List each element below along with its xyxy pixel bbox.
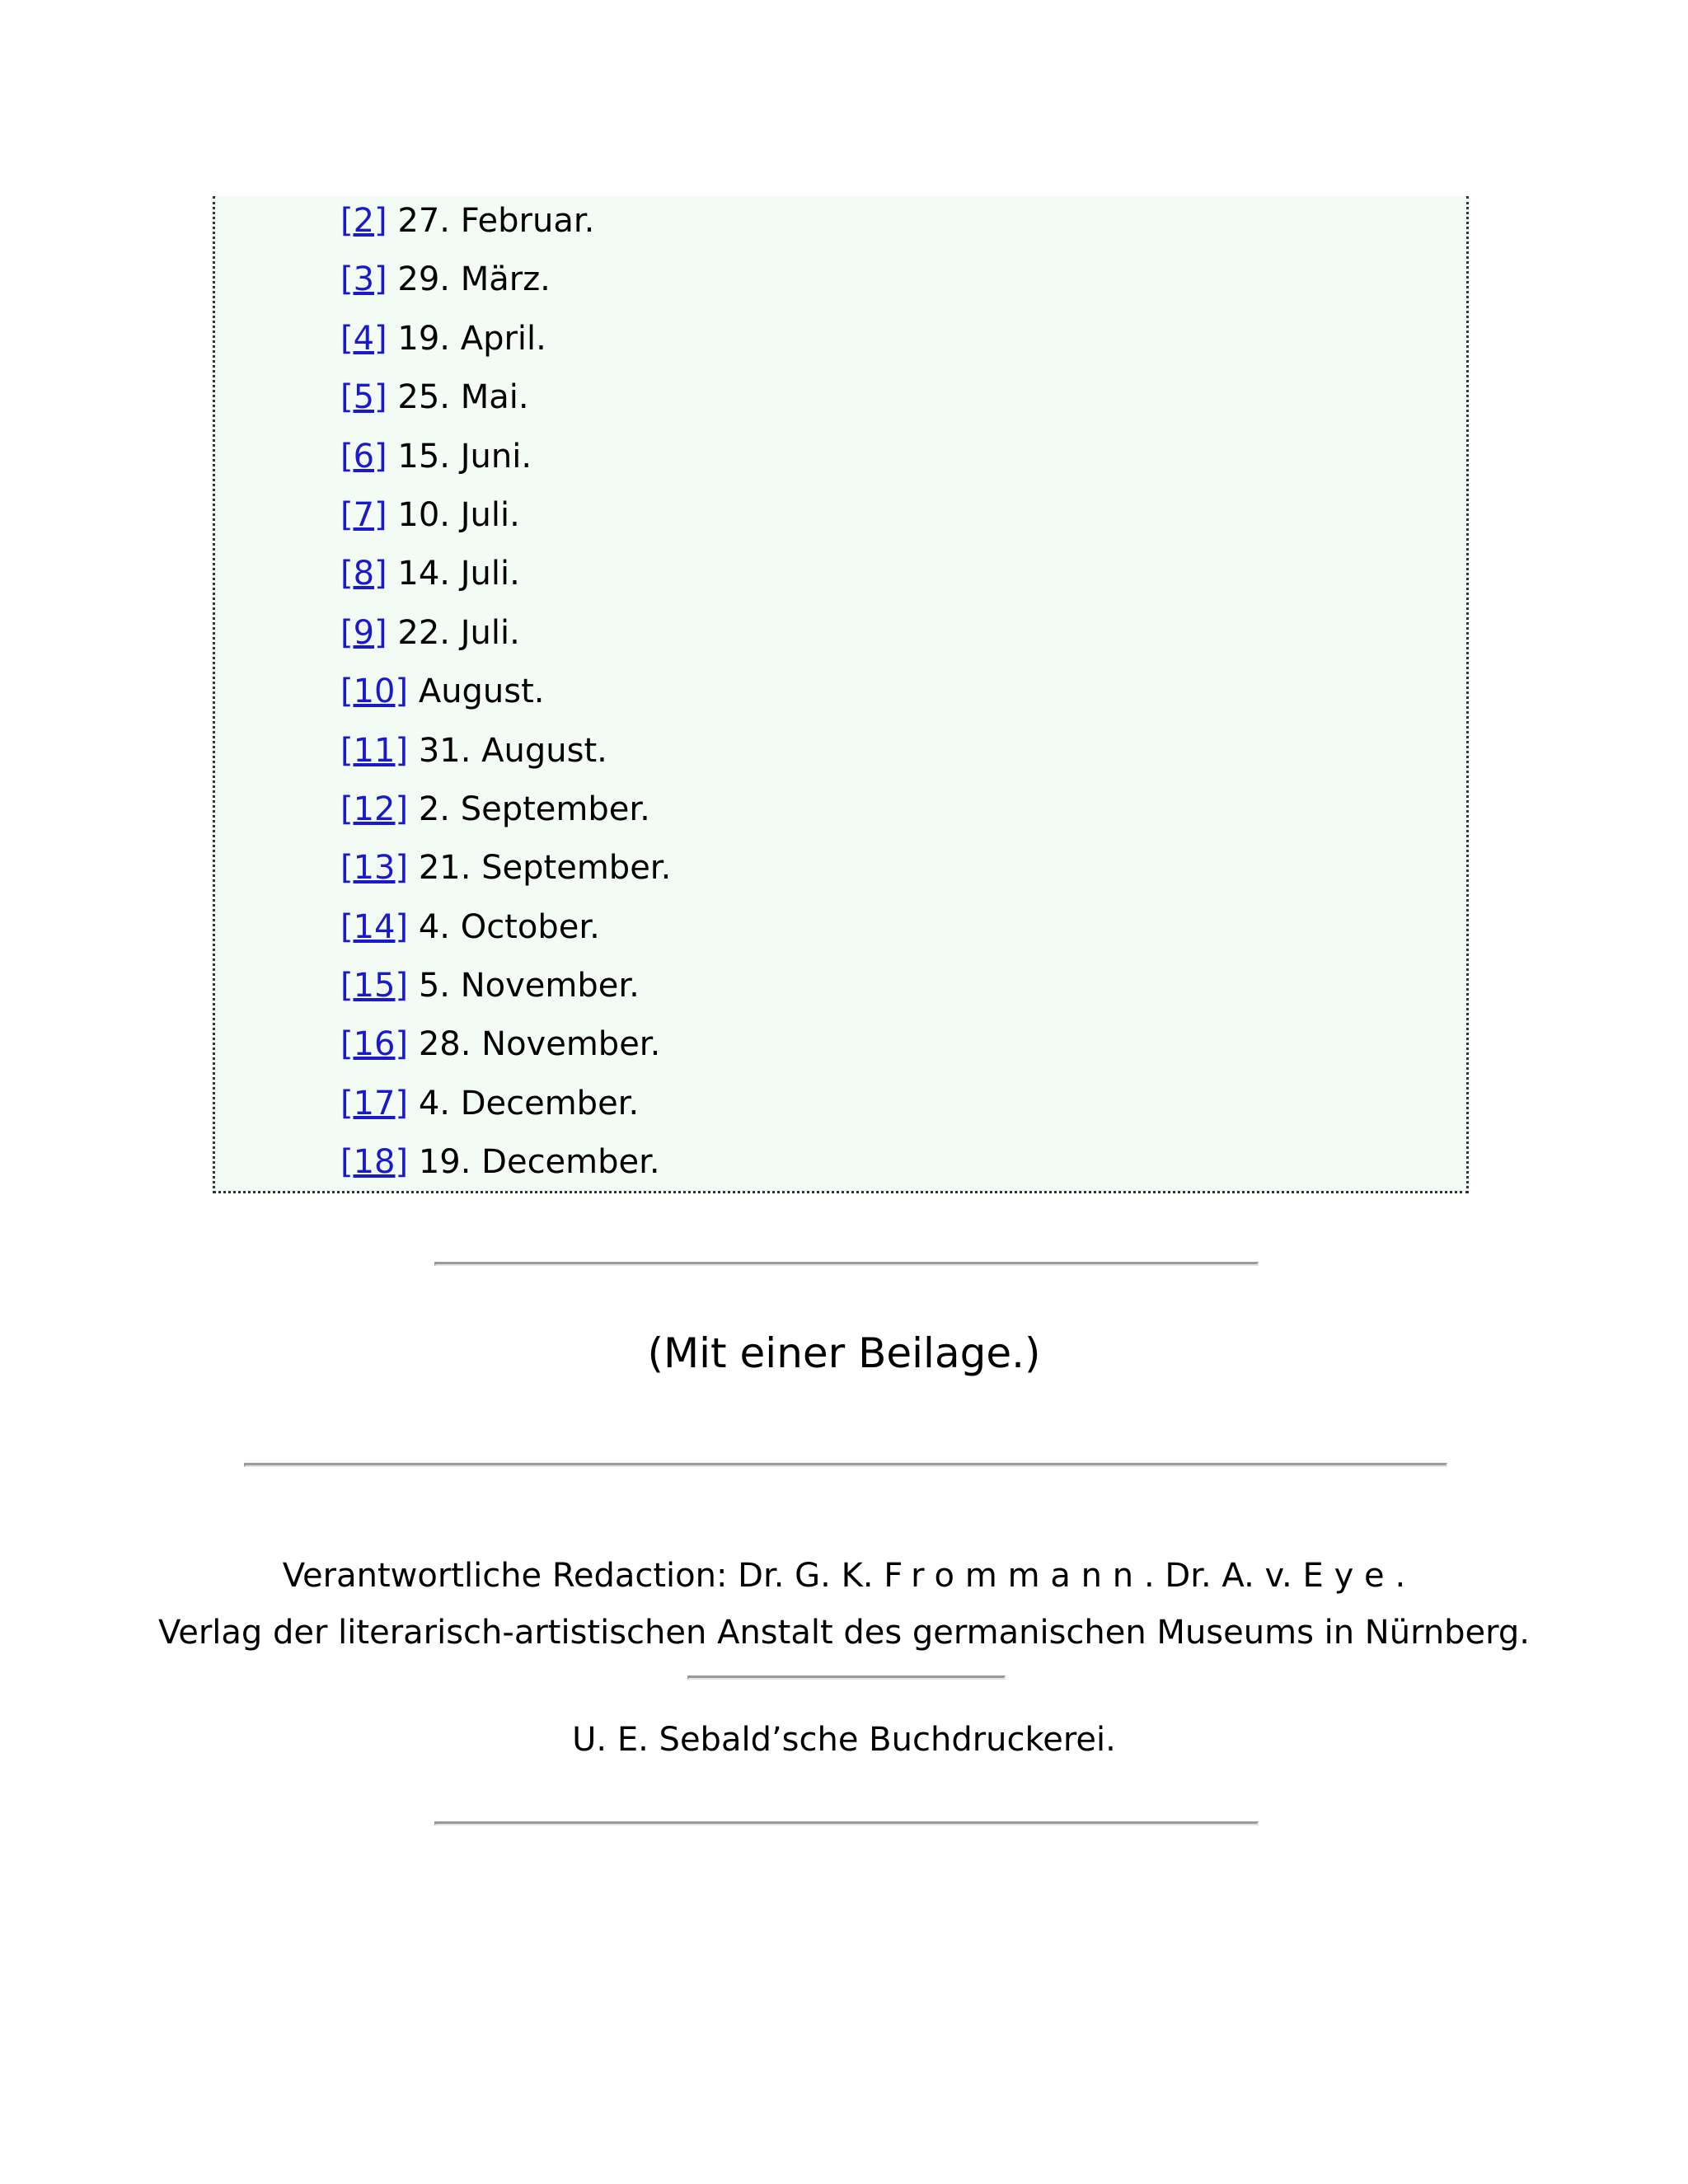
footnote-text: August. — [418, 673, 545, 711]
footnote-text: 29. März. — [397, 260, 551, 299]
footnote-backlink[interactable]: [14] — [340, 907, 409, 946]
footnote-backlink[interactable]: [3] — [340, 260, 387, 299]
footnote-text: 14. Juli. — [397, 555, 520, 593]
footnote-backlink[interactable]: [11] — [340, 731, 409, 770]
footnote-text: 2. September. — [418, 790, 650, 828]
printer-line: U. E. Sebald’sche Buchdruckerei. — [572, 1721, 1116, 1759]
footnote-text: 25. Mai. — [397, 378, 529, 417]
footnote-backlink[interactable]: [10] — [340, 673, 409, 711]
footnote-text: 19. April. — [397, 319, 546, 358]
editors-prefix: Verantwortliche Redaction: Dr. G. K. — [282, 1557, 874, 1595]
horizontal-rule — [434, 1821, 1259, 1825]
footnote-item — [340, 490, 671, 549]
footnote-backlink[interactable]: [4] — [340, 319, 387, 358]
footnote-text: 28. November. — [418, 1025, 661, 1064]
footnote-backlink[interactable]: [13] — [340, 849, 409, 888]
footnote-item — [340, 843, 671, 902]
horizontal-rule — [244, 1463, 1447, 1467]
supplement-note: (Mit einer Beilage.) — [647, 1329, 1041, 1377]
footnote-item — [340, 1137, 671, 1196]
horizontal-rule — [434, 1262, 1259, 1266]
editors-suffix: . — [1395, 1557, 1406, 1595]
footnote-item — [340, 549, 671, 607]
footnote-text: 4. December. — [418, 1084, 640, 1122]
footnote-item — [340, 902, 671, 961]
footnote-item — [340, 432, 671, 490]
footnote-backlink[interactable]: [8] — [340, 555, 387, 593]
footnote-text: 22. Juli. — [397, 613, 520, 652]
footnote-text: 19. December. — [418, 1143, 660, 1182]
footnote-backlink[interactable]: [18] — [340, 1143, 409, 1182]
footnote-text: 15. Juni. — [397, 437, 532, 476]
footnote-backlink[interactable]: [12] — [340, 790, 409, 828]
footnote-item — [340, 1079, 671, 1137]
footnote-item — [340, 961, 671, 1019]
footnote-backlink[interactable]: [5] — [340, 378, 387, 417]
footnote-text: 5. November. — [418, 967, 640, 1005]
footnote-text: 31. August. — [418, 731, 607, 770]
footnote-item — [340, 608, 671, 667]
footnote-backlink[interactable]: [7] — [340, 495, 387, 534]
footnote-item — [340, 785, 671, 843]
footnotes-box — [213, 196, 1469, 1193]
footnote-list — [340, 196, 671, 1197]
editors-line — [0, 1553, 1688, 1599]
footnote-text: 21. September. — [418, 849, 672, 888]
footnote-item — [340, 196, 671, 255]
footnote-item — [340, 314, 671, 373]
footnote-backlink[interactable]: [15] — [340, 967, 409, 1005]
footnote-backlink[interactable]: [2] — [340, 202, 387, 240]
editors-middle: . Dr. A. v. — [1143, 1557, 1292, 1595]
editor-name: Frommann — [884, 1557, 1144, 1595]
footnote-backlink[interactable]: [6] — [340, 437, 387, 476]
footnote-item — [340, 373, 671, 431]
footnote-backlink[interactable]: [16] — [340, 1025, 409, 1064]
publisher-line: Verlag der literarisch-artistischen Anstalt des germanischen Museums in Nürnberg. — [157, 1614, 1531, 1652]
footnote-text: 27. Februar. — [397, 202, 595, 240]
footnote-backlink[interactable]: [17] — [340, 1084, 409, 1122]
footnote-item — [340, 255, 671, 313]
footnote-item — [340, 726, 671, 785]
footnote-text: 4. October. — [418, 907, 600, 946]
footnote-backlink[interactable]: [9] — [340, 613, 387, 652]
footnote-item — [340, 667, 671, 725]
editor-name: Eye — [1302, 1557, 1395, 1595]
horizontal-rule — [687, 1675, 1006, 1680]
footnote-item — [340, 1019, 671, 1078]
footnote-text: 10. Juli. — [397, 495, 520, 534]
